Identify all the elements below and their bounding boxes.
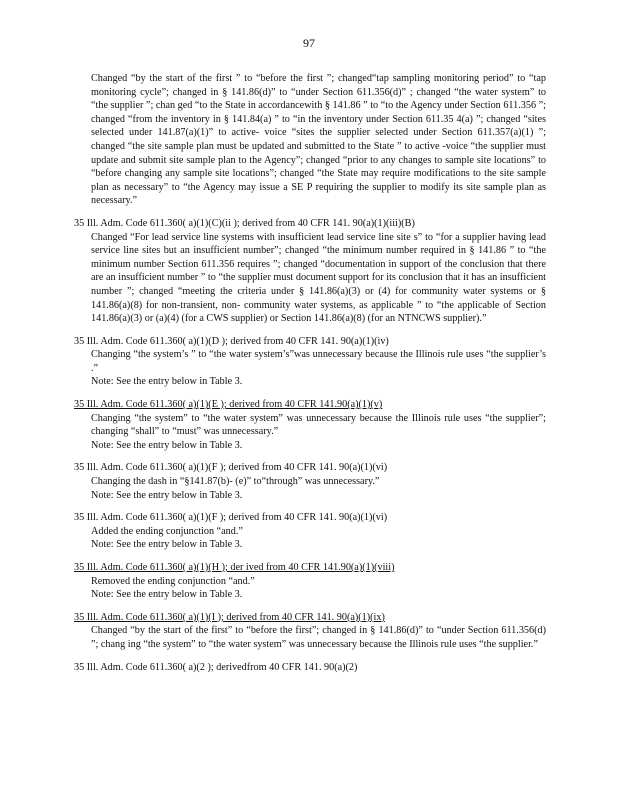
entry-body: Removed the ending conjunction “and.” (91, 575, 255, 587)
entry-citation: 35 Ill. Adm. Code 611.360( a)(2 ); derivedfrom 40 CFR 141. 90(a)(2) (74, 661, 358, 673)
entry-note: Note: See the entry below in Table 3. (91, 489, 243, 501)
entry-citation: 35 Ill. Adm. Code 611.360( a)(1)(C)(ii ); derived from 40 CFR 141. 90(a)(1)(iii)(B) (74, 217, 415, 229)
entry-citation: 35 Ill. Adm. Code 611.360( a)(1)(I ); derived from 40 CFR 141. 90(a)(1)(ix) (74, 611, 385, 623)
entry (74, 661, 546, 675)
entry-body: Changing “the system” to “the water system” was unnecessary because the Illinois rule uses “the supplier”; changing “shall” to “must” was unnecessary.” (91, 412, 546, 438)
entry-note: Note: See the entry below in Table 3. (91, 439, 243, 451)
entry-citation: 35 Ill. Adm. Code 611.360( a)(1)(H ); der ived from 40 CFR 141.90(a)(1)(viii) (74, 562, 395, 573)
entry (74, 461, 546, 502)
page-number: 97 (303, 36, 315, 50)
entry-citation: 35 Ill. Adm. Code 611.360( a)(1)(F ); derived from 40 CFR 141. 90(a)(1)(vi) (74, 512, 388, 524)
entry-body: Changing the dash in “§141.87(b)- (e)” to“through” was unnecessary.” (91, 476, 380, 488)
entry-body: Changing “the system’s ” to “the water system’s”was unnecessary because the Illinois rule uses “the supplier’s .” (91, 349, 546, 374)
entry-body: Added the ending conjunction “and.” (91, 525, 243, 537)
entry (74, 511, 546, 552)
entry-body: Changed “For lead service line systems with insufficient lead service line site s” to “for a supplier having lead service line sites but an insufficient number”; changed “the minimum number required in § 141.86 ” to “the minimum number Section 611.356 requires ”; changed “documentation in support of the conclusion that there are an insufficient number ” to “the supplier must document support for its conclusion that it has an insufficient number ”; changed “meeting the criteria under § 141.86(a)(3) or (4) for community water systems or § 141.86(a)(8) for non-transient, non- community water systems, as applicable ” to “the applicable of Section 141.86(a)(3) or (a)(4) (for a CWS supplier) or Section 141.86(a)(8) (for an NTNCWS supplier).” (91, 231, 546, 325)
entry (74, 561, 546, 602)
entry (74, 335, 546, 389)
entry-note: Note: See the entry below in Table 3. (91, 539, 243, 551)
entry-body: Changed “by the start of the first” to “before the first”; changed in § 141.86(d)” to “under Section 611.356(d) ”; chang ing “the system” to “the water system” was unnecessary because the Illinois rule uses “the supplier.” (91, 625, 546, 650)
entry (74, 611, 546, 652)
entry-note: Note: See the entry below in Table 3. (91, 376, 243, 388)
entry-citation: 35 Ill. Adm. Code 611.360( a)(1)(E ); derived from 40 CFR 141.90(a)(1)(v) (74, 399, 383, 411)
entry-list (74, 217, 546, 674)
entry-citation: 35 Ill. Adm. Code 611.360( a)(1)(D ); derived from 40 CFR 141. 90(a)(1)(iv) (74, 335, 389, 347)
entry-citation: 35 Ill. Adm. Code 611.360( a)(1)(F ); derived from 40 CFR 141. 90(a)(1)(vi) (74, 462, 388, 474)
document-body (74, 72, 546, 674)
intro-paragraph: Changed “by the start of the first ” to “before the first ”; changed“tap sampling monitoring period” to “tap monitoring cycle”; changed in § 141.86(d)” to “under Section 611.356(d)” ; changed “the water system” to “the supplier ”; chan ged “to the State in accordancewith § 141.86 ” to “to the Agency under Section 611.356 ”; changed “from the inventory in § 141.84(a) ” to “in the inventory under Section 611.35 4(a) ”; changed “sites selected under 141.87(a)(1)” to active- voice “sites the supplier selected under Section 611.357(a)(1) ”; changed “the site sample plan must be updated and submitted to the State ” to active -voice “the supplier must update and submit site sample plan to the Agency”; changed “prior to any changes to sample site locations” to “before changing any sample site locations”; changed “the State may require modifications to the site sample plan as necessary” to “the Agency may issue a SE P requiring the supplier to modify its site sample plan as necessary.” (91, 73, 546, 207)
entry (74, 398, 546, 452)
entry-note: Note: See the entry below in Table 3. (91, 589, 243, 601)
entry (74, 217, 546, 326)
